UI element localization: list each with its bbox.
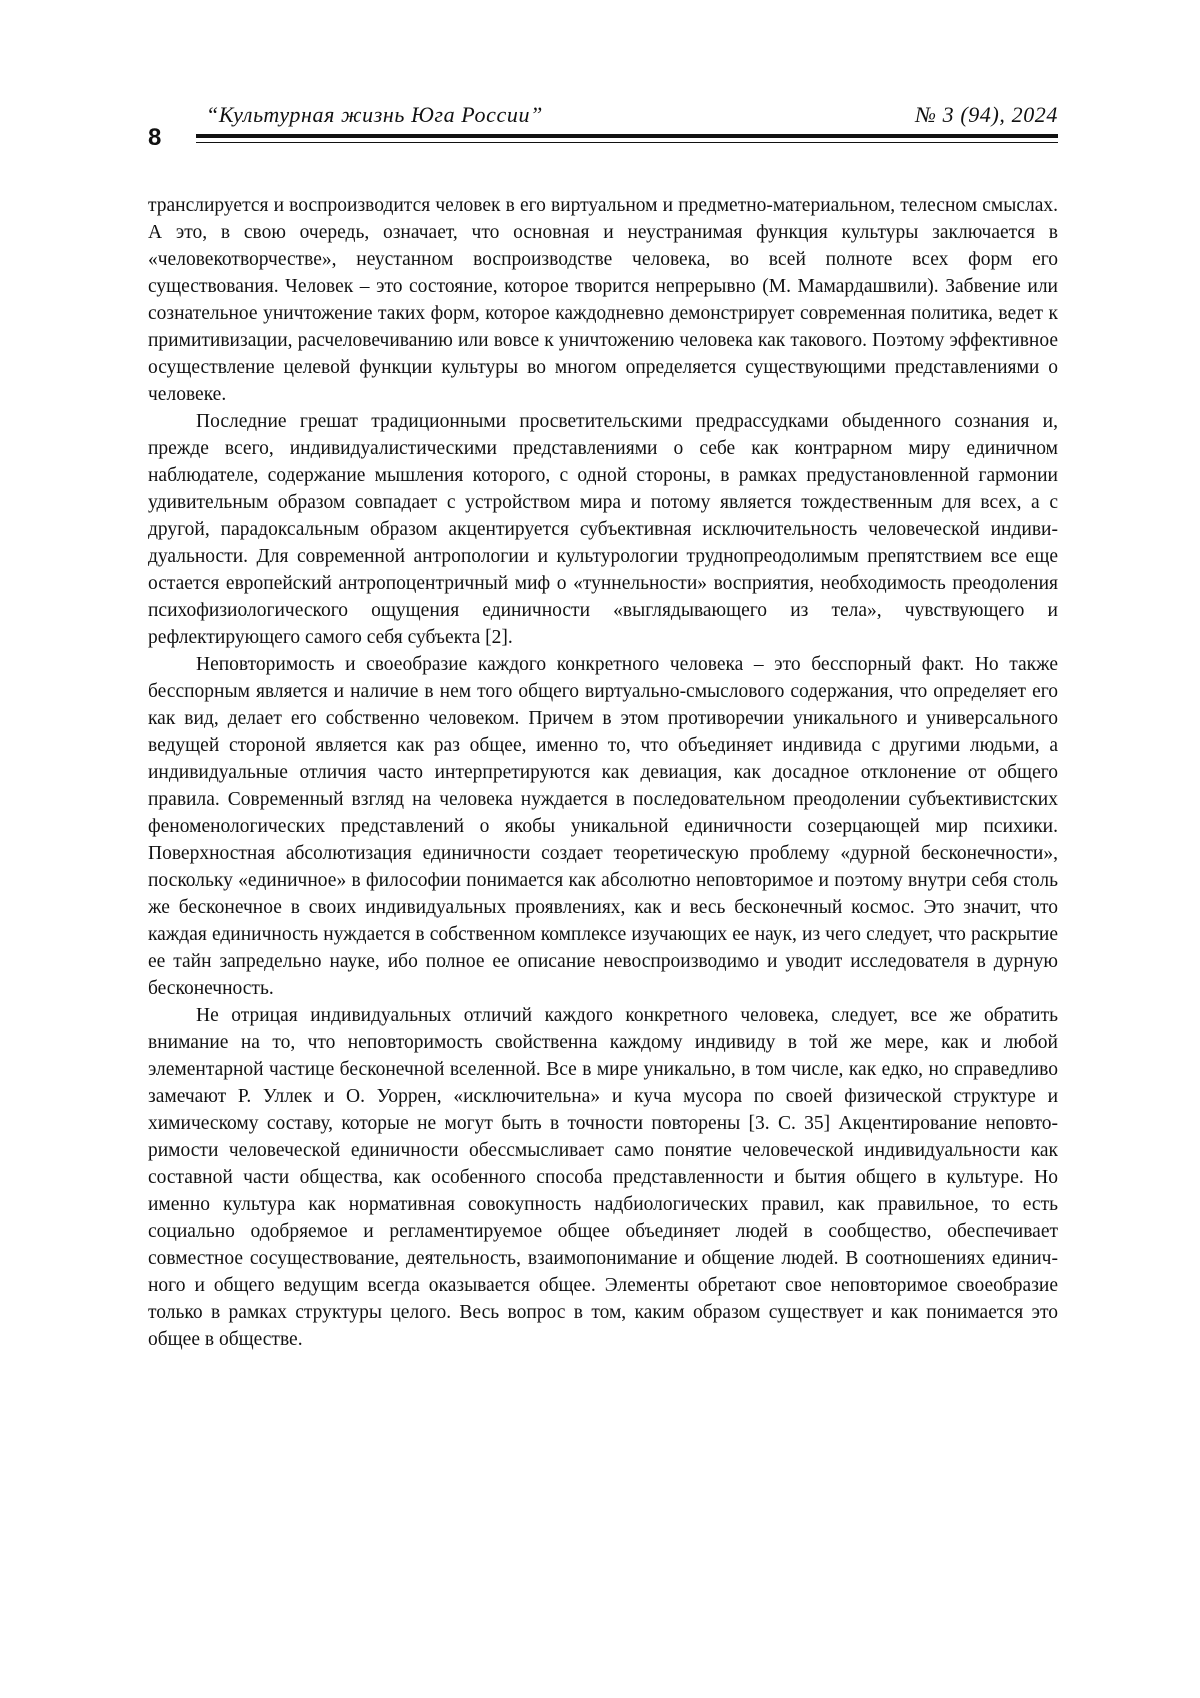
page-number: 8 (148, 124, 161, 152)
paragraph-3: Неповторимость и своеобразие каждого конкретного человека – это бесспорный факт. Но также бесспорным является и наличие в нем того общего виртуально-смыслового содержания, что определяет его как вид, делает его собственно челове­ком. Причем в этом противоречии уникального и универсального ведущей стороной является как раз общее, именно то, что объединяет индивида с другими людьми, а индивидуальные отличия часто интерпретируются как девиация, как досадное отклоне­ние от общего правила. Современный взгляд на человека нуждается в последователь­ном преодолении субъективистских феноменологических представлений о якобы уни­кальной единичности созерцающей мир психики. Поверхностная абсолютизация еди­ничности создает теоретическую проблему «дурной бесконечности», поскольку «еди­ничное» в философии понимается как абсолютно неповторимое и поэтому внутри себя столь же бесконечное в своих индивидуальных проявлениях, как и весь бесконечный космос. Это значит, что каждая единичность нуждается в собственном комплексе изучающих ее наук, из чего следует, что раскрытие ее тайн запредельно науке, ибо полное ее описание невоспроизводимо и уводит исследователя в дурную бесконеч­ность. (148, 651, 1058, 1002)
article-body (148, 192, 1058, 1353)
paragraph-4: Не отрицая индивидуальных отличий каждого конкретного человека, следует, все же обратить внимание на то, что неповторимость свойственна каждому индивиду в той же мере, как и любой элементарной частице бесконечной вселенной. Все в мире уникально, в том числе, как едко, но справедливо замечают Р. Уллек и О. Уоррен, «исключительна» и куча мусора по своей физической структуре и химическому соста­ву, которые не могут быть в точности повторены [3. С. 35] Акцентирование неповто­римости человеческой единичности обессмысливает само понятие человеческой инди­видуальности как составной части общества, как особенного способа представленно­сти и бытия общего в культуре. Но именно культура как нормативная совокупность надбиологических правил, как правильное, то есть социально одобряемое и регламен­тируемое общее объединяет людей в сообщество, обеспечивает совместное сосуще­ствование, деятельность, взаимопонимание и общение людей. В соотношениях единич­ного и общего ведущим всегда оказывается общее. Элементы обретают свое непов­торимое своеобразие только в рамках структуры целого. Весь вопрос в том, каким образом существует и как понимается это общее в обществе. (148, 1002, 1058, 1353)
journal-page (0, 0, 1200, 1698)
header-rule-thin (196, 142, 1058, 143)
journal-title: “Культурная жизнь Юга России” (206, 102, 543, 128)
issue-number: № 3 (94), 2024 (915, 102, 1058, 128)
paragraph-1: транслируется и воспроизводится человек в его виртуальном и предметно-материаль­ном, телесном смыслах. А это, в свою очередь, означает, что основная и неустрани­мая функция культуры заключается в «человекотворчестве», неустанном воспроизвод­стве человека, во всей полноте всех форм его существования. Человек – это состо­яние, которое творится непрерывно (М. Мамардашвили). Забвение или сознательное уничтожение таких форм, которое каждодневно демонстрирует современная политика, ведет к примитивизации, расчеловечиванию или вовсе к уничтожению человека как такового. Поэтому эффективное осуществление целевой функции культуры во многом определяется существующими представлениями о человеке. (148, 192, 1058, 408)
header-rule-thick (196, 134, 1058, 138)
paragraph-2: Последние грешат традиционными просветительскими предрассудками обыденно­го сознания и, прежде всего, индивидуалистическими представлениями о себе как контрарном миру единичном наблюдателе, содержание мышления которого, с одной стороны, в рамках предустановленной гармонии удивительным образом совпадает с устройством мира и потому является тождественным для всех, а с другой, парадок­сальным образом акцентируется субъективная исключительность человеческой индиви­дуальности. Для современной антропологии и культурологии труднопреодолимым пре­пятствием все еще остается европейский антропоцентричный миф о «туннельности» восприятия, необходимость преодоления психофизиологического ощущения единичности «выглядывающего из тела», чувствующего и рефлектирующего самого себя субъекта [2]. (148, 408, 1058, 651)
